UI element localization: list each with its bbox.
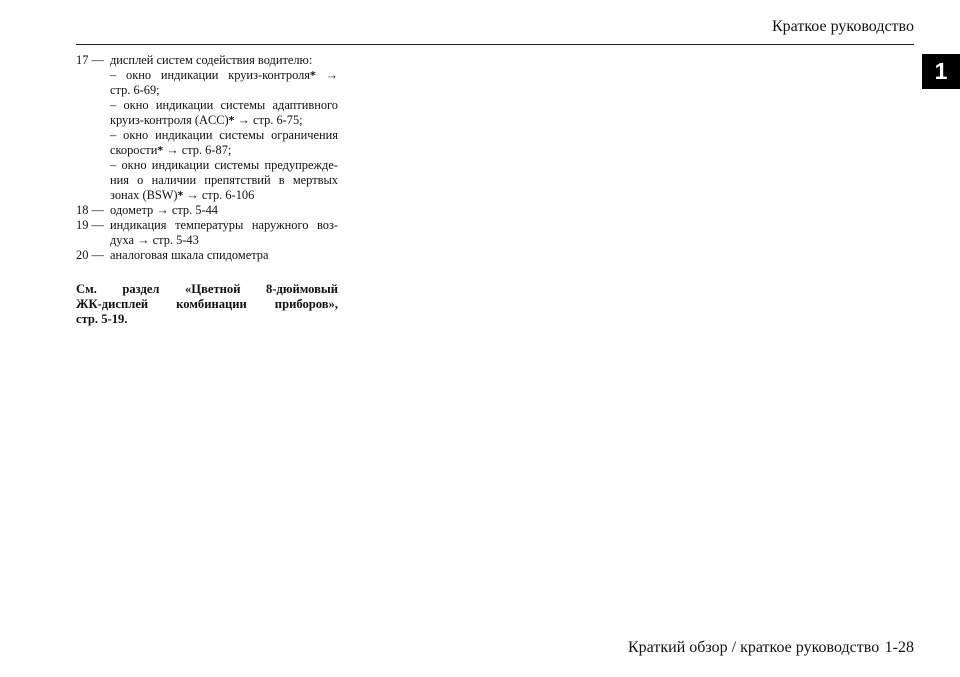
sub-item-line: стр. 6-69; [110, 83, 160, 97]
arrow-right-icon: → [186, 188, 199, 202]
option-star-icon: * [157, 144, 164, 157]
sub-item-line: круиз-контроля (ACC)* → стр. 6-75; [110, 113, 303, 127]
sub-item-line: – окно индикации круиз-контроля* → [110, 68, 338, 82]
note-line: См. раздел «Цветной 8-дюймовый [76, 282, 338, 296]
sub-item-cruise-control [110, 68, 338, 98]
list-item-20 [76, 248, 338, 263]
sub-item-line: скорости* → стр. 6-87; [110, 143, 232, 157]
sub-item-acc [110, 98, 338, 128]
arrow-right-icon: → [156, 203, 169, 217]
sub-item-speed-limiter [110, 128, 338, 158]
item-text: одометр → стр. 5-44 [110, 203, 218, 217]
sub-item-line: – окно индикации системы адаптивного [110, 98, 338, 112]
option-star-icon: * [177, 189, 184, 202]
sub-item-line: зонах (BSW)* → стр. 6-106 [110, 188, 255, 202]
item-line: духа → стр. 5-43 [110, 233, 199, 247]
note-line: стр. 5-19. [76, 312, 128, 326]
cross-reference-note [76, 282, 338, 327]
page-number: 1-28 [884, 639, 914, 656]
arrow-right-icon: → [325, 68, 338, 82]
list-item-17 [76, 53, 338, 203]
list-item-19 [76, 218, 338, 248]
header-divider [76, 44, 914, 45]
item-number: 20 — [76, 248, 104, 262]
item-line: индикация температуры наружного воз- [110, 218, 338, 232]
arrow-right-icon: → [237, 113, 250, 127]
item-text: дисплей систем содействия водителю: [110, 53, 313, 67]
option-star-icon: * [228, 114, 235, 127]
sub-item-line: – окно индикации системы предупрежде- [110, 158, 338, 172]
chapter-tab: 1 [922, 54, 960, 89]
note-line: ЖК-дисплей комбинации приборов», [76, 297, 338, 311]
running-header-title: Краткое руководство [771, 18, 914, 35]
sub-item-line: ния о наличии препятствий в мертвых [110, 173, 338, 187]
item-number: 17 — [76, 53, 104, 67]
item-text: аналоговая шкала спидометра [110, 248, 269, 262]
option-star-icon: * [309, 69, 316, 82]
list-item-18 [76, 203, 338, 218]
page-body [76, 53, 338, 327]
arrow-right-icon: → [166, 143, 179, 157]
item-number: 19 — [76, 218, 104, 232]
sub-item-line: – окно индикации системы ограничения [110, 128, 338, 142]
sub-item-bsw [110, 158, 338, 203]
item-number: 18 — [76, 203, 104, 217]
arrow-right-icon: → [137, 233, 150, 247]
footer-section-title: Краткий обзор / краткое руководство [628, 639, 880, 656]
item-text [110, 218, 338, 248]
